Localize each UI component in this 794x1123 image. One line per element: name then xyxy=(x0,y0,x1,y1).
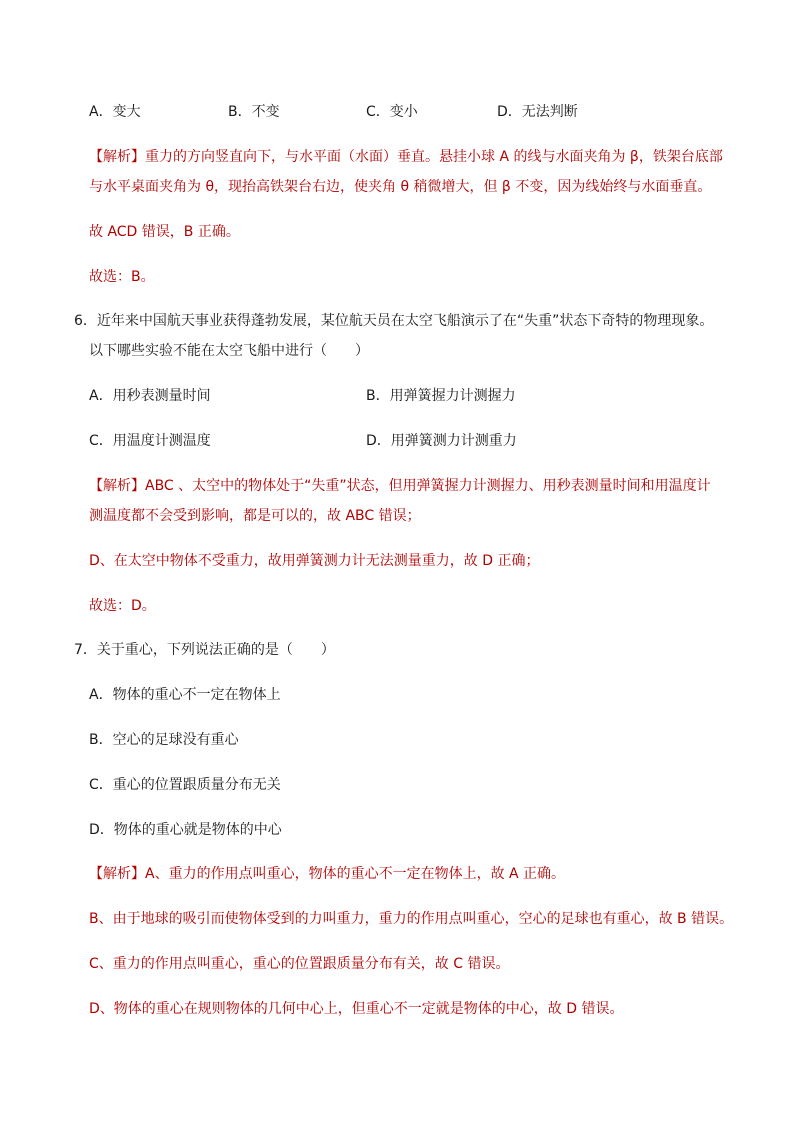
q7-analysis-text-1: A、重力的作用点叫重心，物体的重心不一定在物体上，故 A 正确。 xyxy=(145,866,566,882)
q6-option-d: D．用弹簧测力计测重力 xyxy=(366,433,517,449)
q6-analysis-line-2: 测温度都不会受到影响，都是可以的，故 ABC 错误； xyxy=(89,508,421,524)
q6-analysis-line-1 xyxy=(89,476,711,496)
q7-option-c: C．重心的位置跟质量分布无关 xyxy=(89,777,281,793)
q5-analysis-text-1: 重力的方向竖直向下，与水平面（水面）垂直。悬挂小球 A 的线与水面夹角为 β，铁架台底部 xyxy=(145,149,723,165)
q5-analysis-line-2: 与水平桌面夹角为 θ，现抬高铁架台右边，使夹角 θ 稍微增大，但 β 不变，因为线始终与水面垂直。 xyxy=(89,179,712,195)
q7-analysis-line-2: B、由于地球的吸引而使物体受到的力叫重力，重力的作用点叫重心，空心的足球也有重心，故 B 错误。 xyxy=(89,911,734,927)
q7-option-a: A．物体的重心不一定在物体上 xyxy=(89,687,281,703)
q5-option-d: D．无法判断 xyxy=(497,104,578,120)
q6-analysis-text-1: ABC 、太空中的物体处于“失重”状态，但用弹簧握力计测握力、用秒表测量时间和用温度计 xyxy=(145,478,711,494)
q5-option-b: B．不变 xyxy=(228,104,280,120)
q7-analysis-line-1 xyxy=(89,864,565,884)
q7-option-d: D．物体的重心就是物体的中心 xyxy=(89,822,282,838)
q5-analysis-line-1 xyxy=(89,147,723,167)
q6-option-b: B．用弹簧握力计测握力 xyxy=(366,388,516,404)
q7-analysis-line-3: C、重力的作用点叫重心，重心的位置跟质量分布有关，故 C 错误。 xyxy=(89,956,510,972)
q5-option-a: A．变大 xyxy=(89,104,141,120)
q6-option-c: C．用温度计测温度 xyxy=(89,433,211,449)
q6-stem-line-2: 以下哪些实验不能在太空飞船中进行（ ） xyxy=(89,343,369,359)
q6-option-a: A．用秒表测量时间 xyxy=(89,388,211,404)
q6-answer: 故选：D。 xyxy=(89,598,156,614)
q5-option-c: C．变小 xyxy=(366,104,418,120)
q6-stem-line-1: 6．近年来中国航天事业获得蓬勃发展，某位航天员在太空飞船演示了在“失重”状态下奇特的物理现象。 xyxy=(74,313,714,329)
q5-answer: 故选：B。 xyxy=(89,269,155,285)
q7-analysis-tag: 【解析】 xyxy=(89,866,145,882)
q6-analysis-tag: 【解析】 xyxy=(89,478,145,494)
q5-analysis-tag: 【解析】 xyxy=(89,149,145,165)
q5-conclusion: 故 ACD 错误，B 正确。 xyxy=(89,224,240,240)
q7-stem: 7．关于重心，下列说法正确的是（ ） xyxy=(74,642,335,658)
q6-analysis-line-3: D、在太空中物体不受重力，故用弹簧测力计无法测量重力，故 D 正确； xyxy=(89,553,540,569)
q7-option-b: B．空心的足球没有重心 xyxy=(89,732,239,748)
q7-analysis-line-4: D、物体的重心在规则物体的几何中心上，但重心不一定就是物体的中心，故 D 错误。 xyxy=(89,1001,624,1017)
